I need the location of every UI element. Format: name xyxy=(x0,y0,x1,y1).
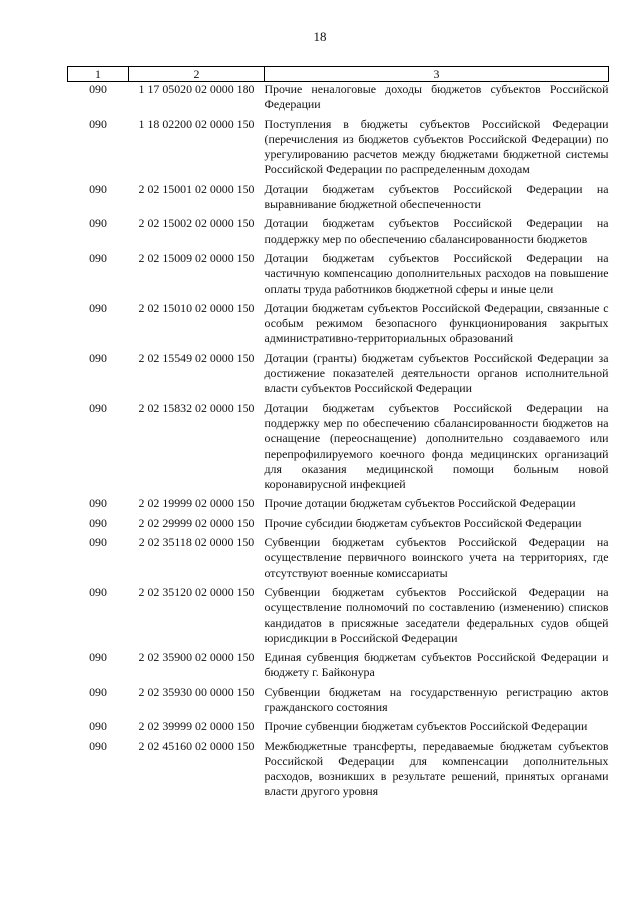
admin-code-cell xyxy=(68,401,129,497)
table-row xyxy=(68,117,609,182)
admin-code-cell xyxy=(68,585,129,650)
admin-code-cell-text: 090 xyxy=(89,496,107,511)
revenue-name-cell xyxy=(265,82,609,117)
revenue-name-cell xyxy=(265,650,609,685)
page-number: 18 xyxy=(313,29,327,44)
revenue-name-cell xyxy=(265,251,609,301)
budget-code-cell-text: 2 02 35900 02 0000 150 xyxy=(138,650,255,665)
revenue-name-cell-text: Прочие субсидии бюджетам субъектов Российской Федерации xyxy=(264,515,582,530)
revenue-name-cell-text: Прочие дотации бюджетам субъектов Российской Федерации xyxy=(264,496,576,511)
budget-code-cell xyxy=(129,516,265,535)
budget-code-cell xyxy=(129,216,265,251)
admin-code-cell-text: 090 xyxy=(89,116,107,131)
admin-code-cell-text: 090 xyxy=(89,216,107,231)
revenue-name-cell-text: Дотации бюджетам субъектов Российской Федерации на выравнивание бюджетной обеспеченности xyxy=(264,181,609,212)
admin-code-cell-text: 090 xyxy=(89,650,107,665)
table-row xyxy=(68,685,609,720)
admin-code-cell-text: 090 xyxy=(89,181,107,196)
admin-code-cell xyxy=(68,301,129,351)
revenue-name-cell xyxy=(265,739,609,804)
budget-code-cell xyxy=(129,496,265,515)
revenue-codes-table xyxy=(67,66,609,804)
budget-code-cell xyxy=(129,719,265,738)
table-row xyxy=(68,719,609,738)
table-row xyxy=(68,182,609,217)
budget-code-cell-text: 1 18 02200 02 0000 150 xyxy=(138,116,255,131)
table-row xyxy=(68,351,609,401)
budget-code-cell xyxy=(129,117,265,182)
header-col-1: 1 xyxy=(68,67,129,82)
budget-code-cell-text: 2 02 19999 02 0000 150 xyxy=(138,496,255,511)
admin-code-cell xyxy=(68,117,129,182)
admin-code-cell xyxy=(68,535,129,585)
revenue-name-cell-text: Прочие субвенции бюджетам субъектов Российской Федерации xyxy=(264,719,588,734)
admin-code-cell xyxy=(68,496,129,515)
revenue-name-cell-text: Поступления в бюджеты субъектов Российской Федерации (перечисления из бюджетов субъектов Российской Федерации) по урегулированию расчетов между бюджетами бюджетной системы Российской Федерации по распределенным доходам xyxy=(264,116,609,177)
table-body xyxy=(68,82,609,804)
budget-code-cell xyxy=(129,301,265,351)
admin-code-cell-text: 090 xyxy=(89,400,107,415)
revenue-name-cell-text: Субвенции бюджетам субъектов Российской Федерации на осуществление полномочий по составлению (изменению) списков кандидатов в присяжные заседатели федеральных судов общей юрисдикции в Российской Федерации xyxy=(264,584,609,645)
table-row xyxy=(68,496,609,515)
budget-code-cell xyxy=(129,82,265,117)
budget-code-cell xyxy=(129,585,265,650)
revenue-name-cell xyxy=(265,301,609,351)
revenue-name-cell xyxy=(265,117,609,182)
table-row xyxy=(68,401,609,497)
budget-code-cell-text: 2 02 15009 02 0000 150 xyxy=(138,250,255,265)
table-row xyxy=(68,251,609,301)
admin-code-cell xyxy=(68,251,129,301)
budget-code-cell-text: 2 02 35930 00 0000 150 xyxy=(138,684,255,699)
revenue-name-cell-text: Дотации бюджетам субъектов Российской Федерации, связанные с особым режимом безопасного функционирования закрытых административно-территориальных образований xyxy=(264,300,609,346)
admin-code-cell xyxy=(68,650,129,685)
admin-code-cell-text: 090 xyxy=(89,719,107,734)
budget-code-cell-text: 2 02 39999 02 0000 150 xyxy=(138,719,255,734)
table-row xyxy=(68,216,609,251)
table-row xyxy=(68,739,609,804)
revenue-name-cell-text: Межбюджетные трансферты, передаваемые бюджетам субъектов Российской Федерации для компенсации дополнительных расходов, возникших в результате решений, принятых органами власти другого уровня xyxy=(264,738,609,799)
budget-code-cell xyxy=(129,182,265,217)
table-row xyxy=(68,535,609,585)
header-col-2: 2 xyxy=(129,67,265,82)
admin-code-cell-text: 090 xyxy=(89,350,107,365)
admin-code-cell xyxy=(68,516,129,535)
table-row xyxy=(68,650,609,685)
table-row xyxy=(68,301,609,351)
revenue-name-cell xyxy=(265,182,609,217)
budget-code-cell-text: 1 17 05020 02 0000 180 xyxy=(138,82,255,96)
revenue-name-cell xyxy=(265,516,609,535)
table-header-row xyxy=(68,67,609,82)
admin-code-cell-text: 090 xyxy=(89,515,107,530)
admin-code-cell xyxy=(68,82,129,117)
budget-code-cell-text: 2 02 15001 02 0000 150 xyxy=(138,181,255,196)
admin-code-cell xyxy=(68,351,129,401)
budget-code-cell-text: 2 02 35120 02 0000 150 xyxy=(138,584,255,599)
revenue-name-cell xyxy=(265,685,609,720)
admin-code-cell xyxy=(68,216,129,251)
revenue-name-cell-text: Прочие неналоговые доходы бюджетов субъектов Российской Федерации xyxy=(264,82,609,112)
budget-code-cell xyxy=(129,535,265,585)
budget-code-cell xyxy=(129,739,265,804)
revenue-name-cell xyxy=(265,535,609,585)
header-col-3: 3 xyxy=(265,67,609,82)
revenue-name-cell-text: Субвенции бюджетам на государственную регистрацию актов гражданского состояния xyxy=(264,684,609,714)
admin-code-cell-text: 090 xyxy=(89,300,107,315)
budget-code-cell xyxy=(129,251,265,301)
revenue-name-cell-text: Субвенции бюджетам субъектов Российской Федерации на осуществление первичного воинского учета на территориях, где отсутствуют военные комиссариаты xyxy=(264,535,609,580)
revenue-name-cell-text: Дотации (гранты) бюджетам субъектов Российской Федерации за достижение показателей деятельности органов исполнительной власти субъектов Российской Федерации xyxy=(264,350,609,396)
admin-code-cell-text: 090 xyxy=(89,584,107,599)
revenue-name-cell-text: Единая субвенция бюджетам субъектов Российской Федерации и бюджету г. Байконура xyxy=(264,650,609,680)
revenue-name-cell xyxy=(265,719,609,738)
admin-code-cell-text: 090 xyxy=(89,82,107,96)
revenue-name-cell-text: Дотации бюджетам субъектов Российской Федерации на поддержку мер по обеспечению сбалансированности бюджетов xyxy=(264,216,609,246)
revenue-name-cell xyxy=(265,351,609,401)
admin-code-cell xyxy=(68,182,129,217)
admin-code-cell xyxy=(68,685,129,720)
revenue-name-cell-text: Дотации бюджетам субъектов Российской Федерации на частичную компенсацию дополнительных расходов на повышение оплаты труда работников бюджетной сферы и иные цели xyxy=(264,250,609,296)
budget-code-cell-text: 2 02 45160 02 0000 150 xyxy=(138,738,255,753)
table-row xyxy=(68,585,609,650)
budget-code-cell-text: 2 02 15832 02 0000 150 xyxy=(138,400,255,415)
admin-code-cell-text: 090 xyxy=(89,535,107,550)
table-row xyxy=(68,516,609,535)
budget-code-cell xyxy=(129,351,265,401)
admin-code-cell xyxy=(68,719,129,738)
admin-code-cell-text: 090 xyxy=(89,250,107,265)
revenue-name-cell-text: Дотации бюджетам субъектов Российской Федерации на поддержку мер по обеспечению сбалансированности бюджетов на оснащение (переоснащение) дополнительно создаваемого или перепрофилируемого коечного фонда медицинских организаций для оказания медицинской помощи больным новой коронавирусной инфекцией xyxy=(264,400,609,492)
budget-code-cell xyxy=(129,685,265,720)
revenue-name-cell xyxy=(265,401,609,497)
budget-code-cell xyxy=(129,401,265,497)
revenue-name-cell xyxy=(265,496,609,515)
admin-code-cell-text: 090 xyxy=(89,738,107,753)
revenue-name-cell xyxy=(265,216,609,251)
budget-code-cell-text: 2 02 15002 02 0000 150 xyxy=(138,216,255,231)
budget-code-cell-text: 2 02 35118 02 0000 150 xyxy=(138,535,255,550)
budget-code-cell-text: 2 02 15010 02 0000 150 xyxy=(138,300,255,315)
admin-code-cell-text: 090 xyxy=(89,684,107,699)
revenue-name-cell xyxy=(265,585,609,650)
table-row xyxy=(68,82,609,117)
budget-code-cell-text: 2 02 15549 02 0000 150 xyxy=(138,350,255,365)
admin-code-cell xyxy=(68,739,129,804)
budget-code-cell xyxy=(129,650,265,685)
budget-code-cell-text: 2 02 29999 02 0000 150 xyxy=(138,515,255,530)
